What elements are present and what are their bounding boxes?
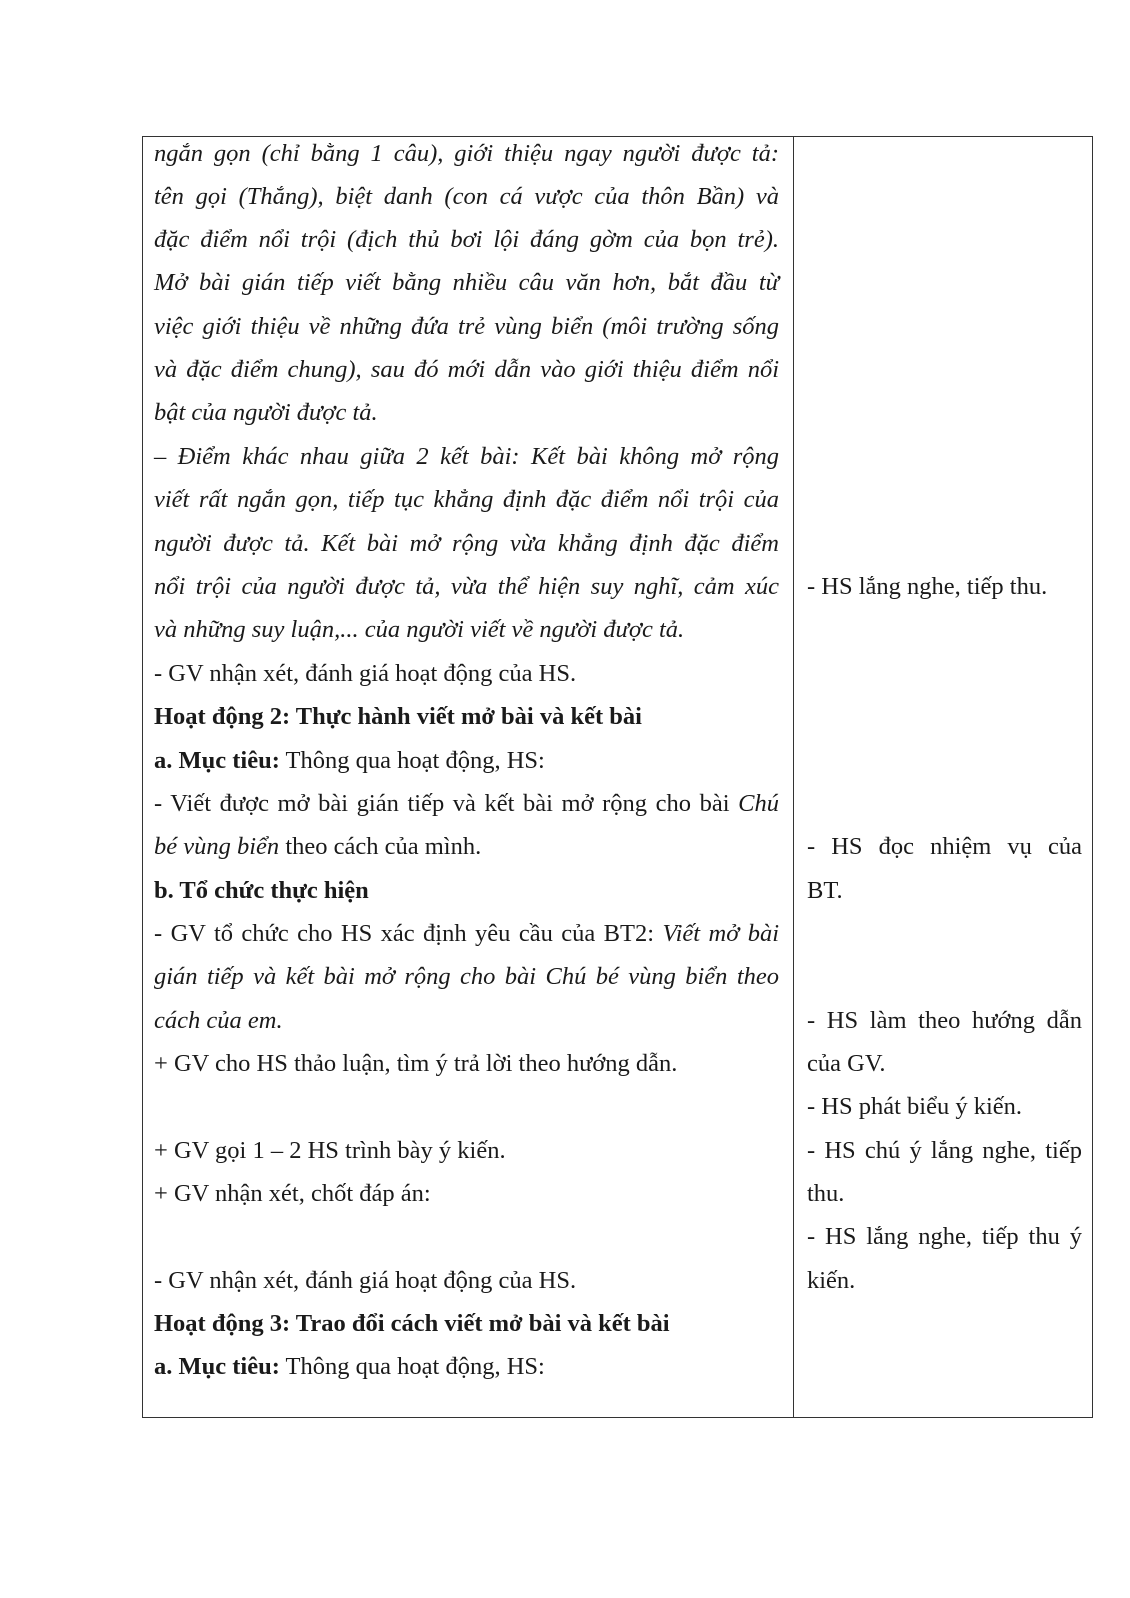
student-response: BT. [807,877,843,904]
text-line: bật của người được tả. [154,399,378,426]
student-response: - HS lắng nghe, tiếp thu. [807,573,1048,600]
student-response: - HS chú ý lắng nghe, tiếp [807,1137,1082,1164]
discussion-line: + GV cho HS thảo luận, tìm ý trả lời theo hướng dẫn. [154,1050,678,1077]
text-line: – Điểm khác nhau giữa 2 kết bài: Kết bài không mở rộng [154,443,779,470]
student-response: thu. [807,1180,845,1207]
objective-label: a. Mục tiêu: [154,747,280,774]
objective-detail-line [154,789,779,819]
text-line: nổi trội của người được tả, vừa thể hiện suy nghĩ, cảm xúc [154,573,779,600]
text-line: Mở bài gián tiếp viết bằng nhiều câu văn hơn, bắt đầu từ [154,269,779,296]
objective-label: a. Mục tiêu: [154,1353,280,1380]
text-line: viết rất ngắn gọn, tiếp tục khẳng định đặc điểm nổi trội của [154,486,779,513]
gv-evaluation: - GV nhận xét, đánh giá hoạt động của HS. [154,1267,577,1294]
student-response: - HS đọc nhiệm vụ của [807,833,1082,860]
student-response: kiến. [807,1267,856,1294]
objective-text: Thông qua hoạt động, HS: [279,1353,545,1380]
objective-line [154,746,779,776]
text-line: đặc điểm nổi trội (địch thủ bơi lội đáng gờm của bọn trẻ). [154,226,779,253]
task-line [154,919,779,949]
objective-detail-text: - Viết được mở bài gián tiếp và kết bài mở rộng cho bài [154,790,739,817]
task-line: gián tiếp và kết bài mở rộng cho bài Chú bé vùng biển theo [154,963,779,990]
call-line: + GV gọi 1 – 2 HS trình bày ý kiến. [154,1137,506,1164]
activity-2-title: Hoạt động 2: Thực hành viết mở bài và kết bài [154,703,642,730]
lesson-table [142,136,1093,1418]
objective-detail-line [154,832,779,862]
text-line: người được tả. Kết bài mở rộng vừa khẳng định đặc điểm [154,530,779,557]
objective-detail-italic: Chú [738,790,779,817]
text-line: việc giới thiệu về những đứa trẻ vùng biển (môi trường sống [154,313,779,340]
objective-line [154,1352,779,1382]
student-response: - HS lắng nghe, tiếp thu ý [807,1223,1082,1250]
activity-3-title: Hoạt động 3: Trao đổi cách viết mở bài và kết bài [154,1310,670,1337]
task-line: cách của em. [154,1007,283,1034]
text-line: ngắn gọn (chỉ bằng 1 câu), giới thiệu ngay người được tả: [154,140,779,167]
task-text: - GV tổ chức cho HS xác định yêu cầu của BT2: [154,920,663,947]
objective-detail-italic: bé vùng biển [154,833,280,860]
objective-text: Thông qua hoạt động, HS: [279,747,545,774]
objective-detail-text: theo cách của mình. [279,833,482,860]
task-italic: Viết mở bài [662,920,780,947]
student-response: của GV. [807,1050,886,1077]
text-line: và đặc điểm chung), sau đó mới dẫn vào giới thiệu điểm nổi [154,356,779,383]
gv-evaluation: - GV nhận xét, đánh giá hoạt động của HS. [154,660,577,687]
student-response: - HS làm theo hướng dẫn [807,1007,1082,1034]
text-line: và những suy luận,... của người viết về người được tả. [154,616,685,643]
student-response: - HS phát biểu ý kiến. [807,1093,1023,1120]
column-divider [793,137,794,1417]
conclude-line: + GV nhận xét, chốt đáp án: [154,1180,431,1207]
text-line: tên gọi (Thắng), biệt danh (con cá vược của thôn Bần) và [154,183,779,210]
organization-title: b. Tổ chức thực hiện [154,877,369,904]
